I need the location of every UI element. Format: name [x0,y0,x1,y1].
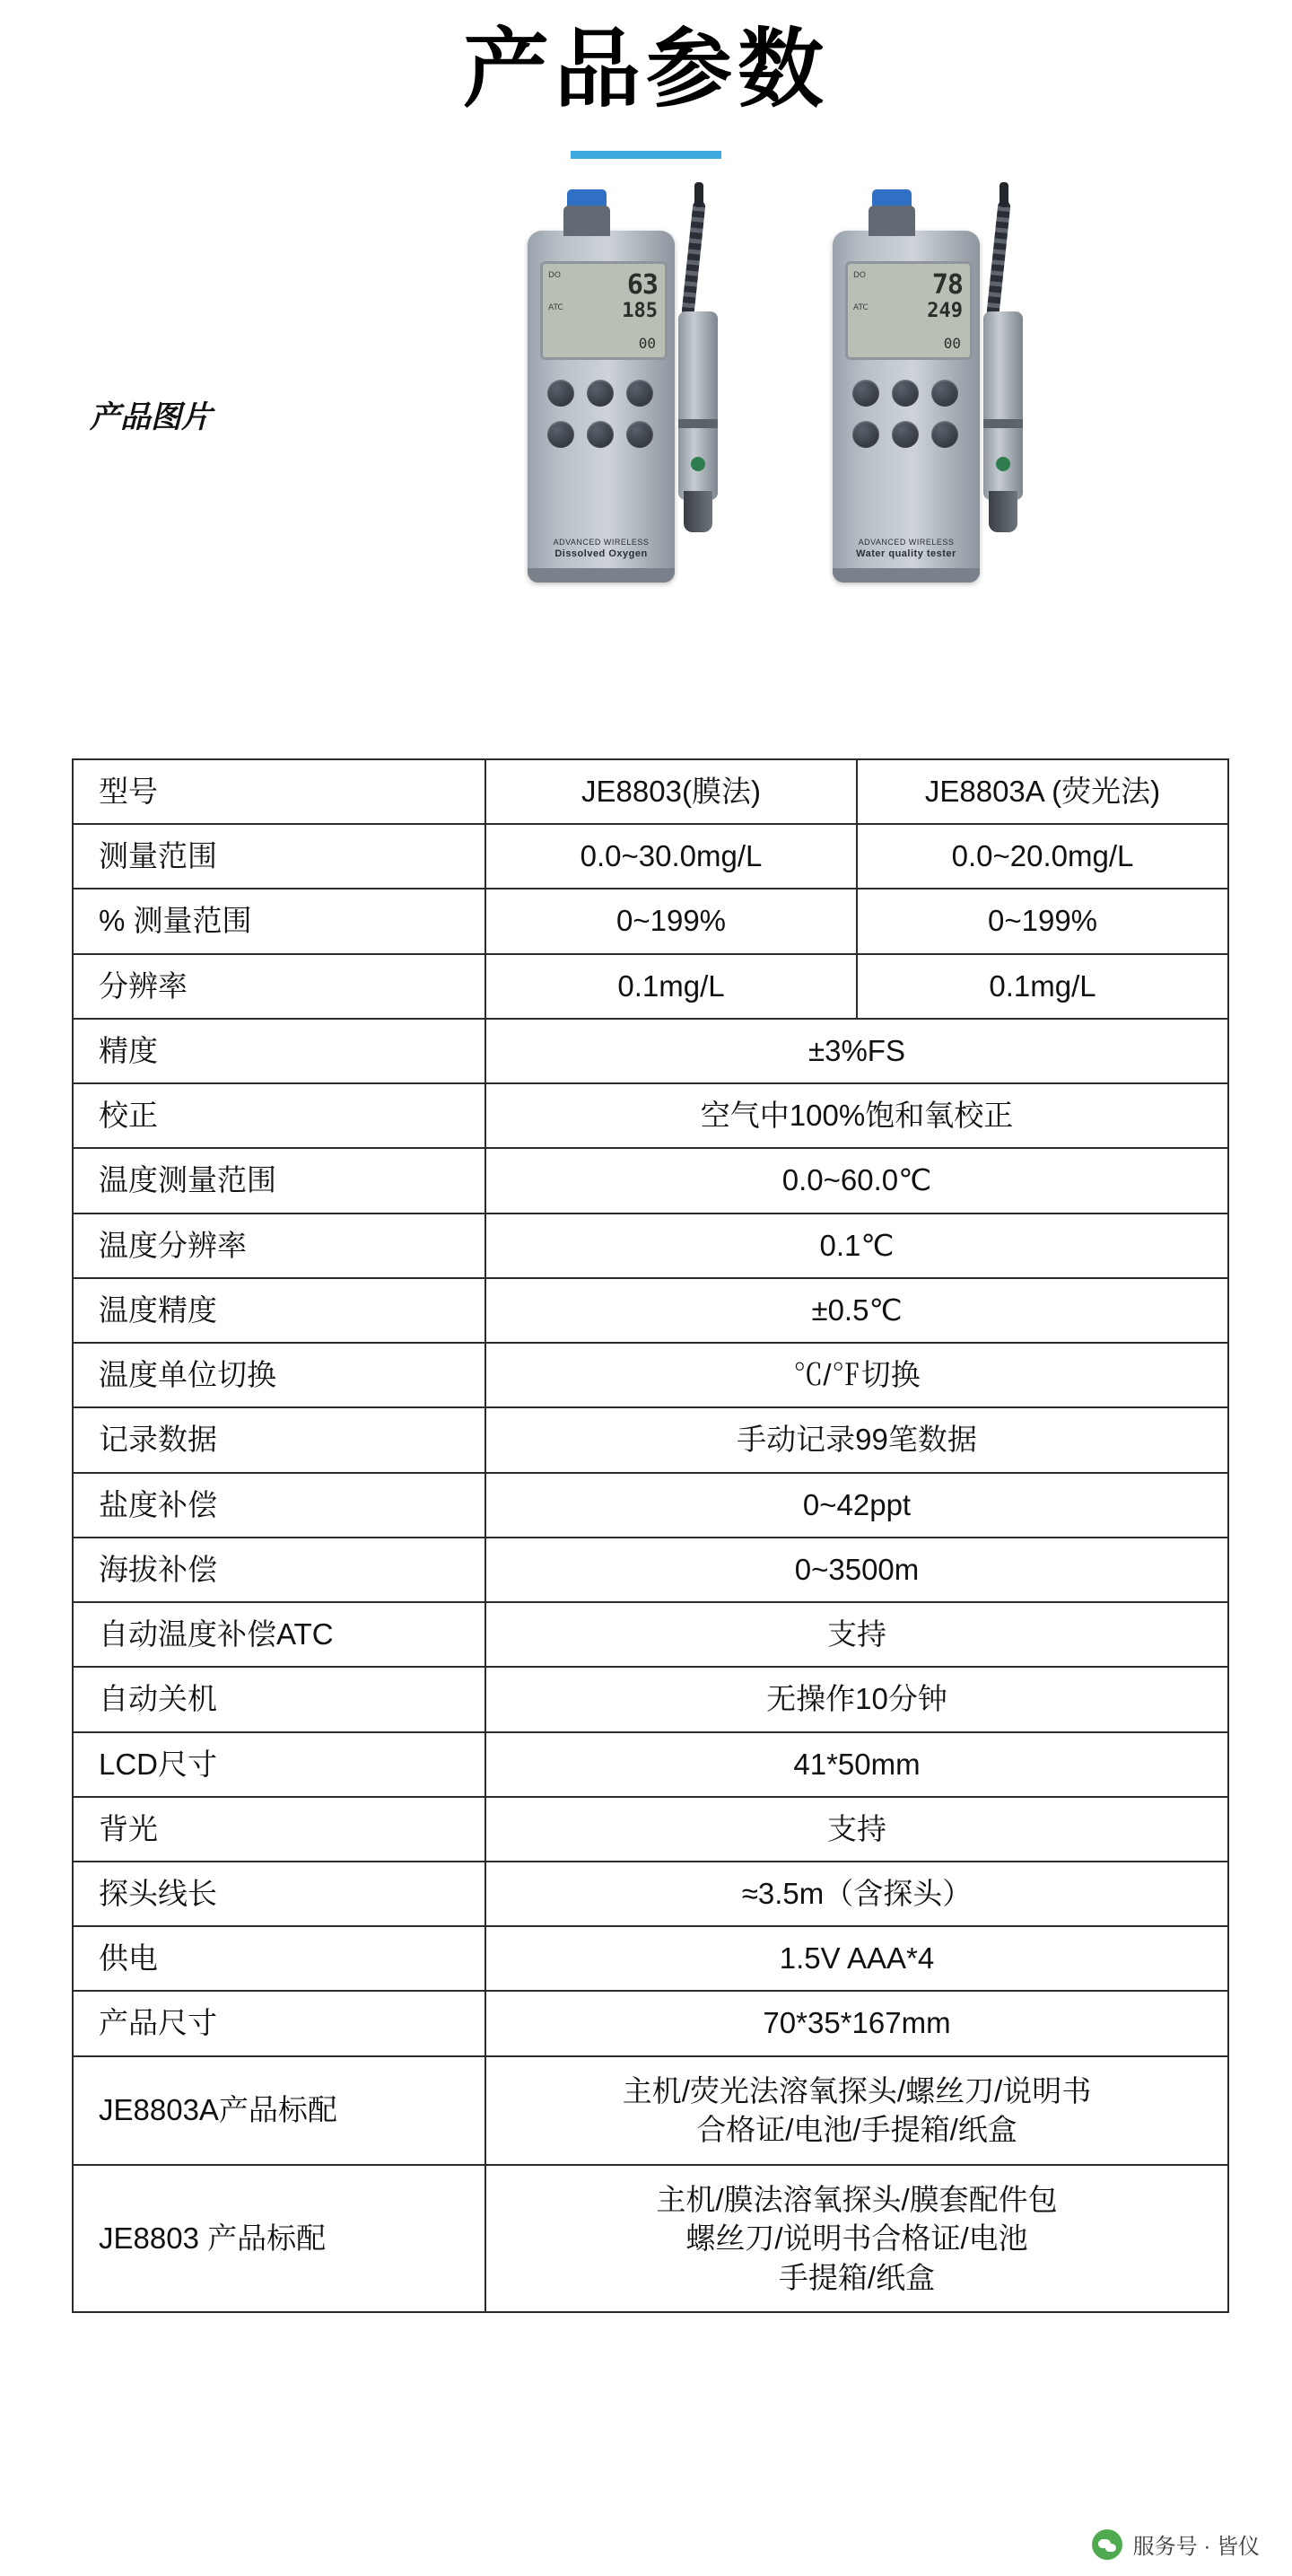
meter-lcd-screen [845,261,973,360]
spec-table-wrapper [72,758,1229,2313]
spec-label: 记录数据 [73,1407,485,1472]
spec-label: JE8803 产品标配 [73,2165,485,2313]
spec-label: 探头线长 [73,1862,485,1926]
probe-ring [678,419,718,428]
spec-value-multiline: 主机/荧光法溶氧探头/螺丝刀/说明书 合格证/电池/手提箱/纸盒 [485,2056,1228,2165]
lcd-tag-atc: ATC [853,303,869,313]
table-row [73,1278,1228,1343]
table-row [73,1667,1228,1731]
keypad-button-6[interactable] [931,421,958,448]
table-row [73,954,1228,1019]
table-row [73,1991,1228,2055]
table-row [73,1862,1228,1926]
meter-body [528,231,675,583]
meter-brand-line2: Dissolved Oxygen [554,548,648,560]
probe-cable-connector [694,182,703,207]
table-row [73,1473,1228,1538]
spec-label: 校正 [73,1083,485,1148]
wechat-icon [1092,2529,1122,2560]
lcd-tag-do: DO [548,271,562,281]
keypad-button-1[interactable] [547,380,574,407]
table-row [73,824,1228,889]
keypad-button-4[interactable] [852,421,879,448]
spec-value: 支持 [485,1797,1228,1862]
spec-label: 海拔补偿 [73,1538,485,1602]
footer-account-name: 服务号 · 皆仪 [1132,2535,1260,2559]
keypad-button-2[interactable] [587,380,614,407]
spec-value: 0.0~60.0℃ [485,1148,1228,1213]
lcd-value-tertiary: 00 [638,335,656,353]
spec-label: 精度 [73,1019,485,1083]
spec-value: 0~42ppt [485,1473,1228,1538]
keypad-button-2[interactable] [892,380,919,407]
probe-tip [684,491,712,532]
meter-keypad[interactable] [851,380,962,457]
probe-body [983,311,1023,500]
table-row [73,1926,1228,1991]
probe-ring [983,419,1023,428]
spec-value: 1.5V AAA*4 [485,1926,1228,1991]
probe-cable-connector [1000,182,1008,207]
spec-value: 0.1℃ [485,1214,1228,1278]
spec-label: 温度单位切换 [73,1343,485,1407]
page-footer [0,2506,1292,2576]
spec-value: ≈3.5m（含探头） [485,1862,1228,1926]
spec-table [72,758,1229,2313]
spec-value: ℃/℉切换 [485,1343,1228,1407]
meter-foot [528,568,675,583]
table-row [73,1732,1228,1797]
spec-label: 分辨率 [73,954,485,1019]
lcd-value-main: 78 [931,269,963,302]
spec-value: 70*35*167mm [485,1991,1228,2055]
meter-foot [833,568,980,583]
table-row [73,1407,1228,1472]
title-underline [571,151,721,159]
spec-label: 自动温度补偿ATC [73,1602,485,1667]
footer-account[interactable] [1092,2528,1260,2560]
product-image-section [0,168,1292,590]
meter-brand-text [528,538,675,559]
table-row [73,1797,1228,1862]
probe-tip [989,491,1017,532]
spec-label: % 测量范围 [73,889,485,953]
table-row [73,1343,1228,1407]
probe-body [678,311,718,500]
spec-value: ±3%FS [485,1019,1228,1083]
spec-value: 手动记录99笔数据 [485,1407,1228,1472]
table-row [73,1083,1228,1148]
product-image-label: 产品图片 [90,400,212,435]
spec-label: 测量范围 [73,824,485,889]
table-row [73,2056,1228,2165]
spec-value-je8803a: 0~199% [857,889,1228,953]
spec-label: 盐度补偿 [73,1473,485,1538]
spec-value: 支持 [485,1602,1228,1667]
page-title: 产品参数 [463,19,829,119]
spec-label: 型号 [73,759,485,824]
spec-value-je8803a: 0.1mg/L [857,954,1228,1019]
spec-label: LCD尺寸 [73,1732,485,1797]
spec-value: 无操作10分钟 [485,1667,1228,1731]
device-image-je8803 [502,195,790,590]
probe-cable [986,200,1011,318]
keypad-button-1[interactable] [852,380,879,407]
spec-label: 背光 [73,1797,485,1862]
spec-value-je8803a: JE8803A (荧光法) [857,759,1228,824]
spec-value: 0~3500m [485,1538,1228,1602]
spec-label: JE8803A产品标配 [73,2056,485,2165]
keypad-button-5[interactable] [892,421,919,448]
meter-top-connector [563,206,610,236]
spec-value: ±0.5℃ [485,1278,1228,1343]
meter-top-connector [869,206,915,236]
spec-value-je8803a: 0.0~20.0mg/L [857,824,1228,889]
lcd-value-secondary: 185 [622,300,658,323]
table-row [73,1538,1228,1602]
lcd-tag-do: DO [853,271,867,281]
device-images [502,195,1130,590]
meter-brand-line1: ADVANCED WIRELESS [553,538,650,548]
table-row [73,1148,1228,1213]
table-row [73,759,1228,824]
lcd-tag-atc: ATC [548,303,563,313]
table-row [73,2165,1228,2313]
spec-label: 温度分辨率 [73,1214,485,1278]
meter-brand-text [833,538,980,559]
table-row [73,1019,1228,1083]
spec-value: 空气中100%饱和氧校正 [485,1083,1228,1148]
keypad-button-3[interactable] [626,380,653,407]
meter-keypad[interactable] [546,380,657,457]
meter-brand-line1: ADVANCED WIRELESS [858,538,955,548]
device-image-je8803a [808,195,1095,590]
table-row [73,1214,1228,1278]
spec-value-multiline: 主机/膜法溶氧探头/膜套配件包 螺丝刀/说明书合格证/电池 手提箱/纸盒 [485,2165,1228,2313]
spec-label: 产品尺寸 [73,1991,485,2055]
spec-value-je8803: 0.1mg/L [485,954,857,1019]
meter-lcd-screen [540,261,668,360]
keypad-button-6[interactable] [626,421,653,448]
spec-label: 供电 [73,1926,485,1991]
lcd-value-main: 63 [626,269,658,302]
spec-value-je8803: 0~199% [485,889,857,953]
page-header [0,0,1292,159]
table-row [73,1602,1228,1667]
spec-label: 温度精度 [73,1278,485,1343]
keypad-button-4[interactable] [547,421,574,448]
meter-body [833,231,980,583]
meter-brand-line2: Water quality tester [856,548,956,560]
spec-label: 温度测量范围 [73,1148,485,1213]
spec-value-je8803: JE8803(膜法) [485,759,857,824]
keypad-button-3[interactable] [931,380,958,407]
lcd-value-secondary: 249 [927,300,963,323]
spec-label: 自动关机 [73,1667,485,1731]
probe-cable [681,200,706,318]
lcd-value-tertiary: 00 [943,335,961,353]
keypad-button-5[interactable] [587,421,614,448]
spec-value: 41*50mm [485,1732,1228,1797]
spec-value-je8803: 0.0~30.0mg/L [485,824,857,889]
table-row [73,889,1228,953]
